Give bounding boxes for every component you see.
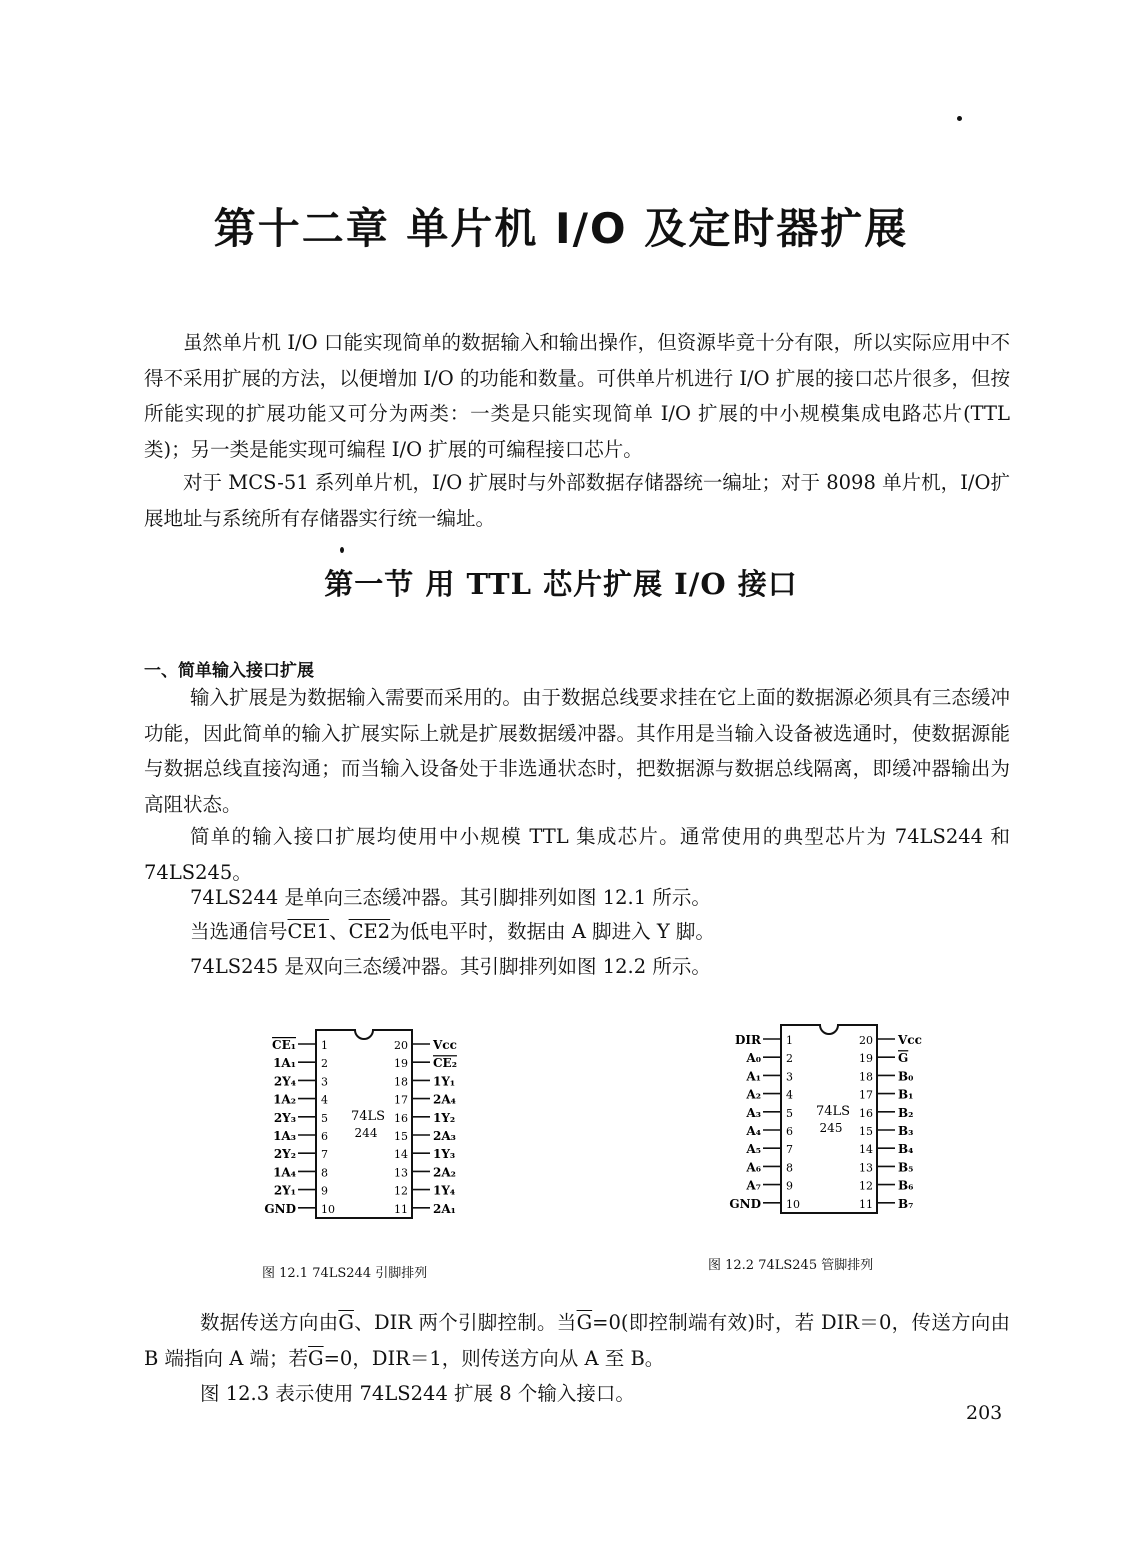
- fig1-pin-label: 1Y₃: [433, 1147, 456, 1162]
- section-title: 第一节 用 TTL 芯片扩展 I/O 接口: [324, 567, 798, 601]
- fig2-chip-number: 245: [819, 1121, 843, 1135]
- fig2-pin-label: B₇: [898, 1196, 914, 1211]
- body-paragraph-4-post: 为低电平时，数据由 A 脚进入 Y 脚。: [390, 920, 715, 943]
- fig2-pin-number: 1: [786, 1034, 793, 1047]
- fig2-pin-number: 8: [786, 1161, 793, 1175]
- fig1-pin-number: 17: [394, 1093, 408, 1107]
- fig2-pin-label: A₇: [746, 1178, 761, 1193]
- fig2-pin-number: 16: [859, 1106, 873, 1120]
- body-paragraph-4-sep: 、: [329, 920, 349, 943]
- fig2-pin-number: 5: [786, 1106, 793, 1120]
- fig2-pin-label: A₀: [746, 1051, 761, 1066]
- fig1-pin-label: 2Y₃: [273, 1110, 296, 1125]
- fig1-pin-number: 16: [394, 1111, 408, 1125]
- fig1-pin-label: CE₁: [272, 1038, 296, 1052]
- fig2-pin-label: B₄: [898, 1142, 914, 1157]
- body-paragraph-6-d: =0，DIR＝1，则传送方向从 A 至 B。: [323, 1346, 665, 1370]
- fig2-pin-number: 13: [859, 1161, 873, 1175]
- fig2-pin-number: 4: [786, 1088, 793, 1102]
- fig2-pin-label: GND: [729, 1196, 761, 1211]
- fig2-pin-label: B₅: [898, 1160, 914, 1175]
- fig1-pin-label: 2A₄: [433, 1092, 456, 1107]
- fig2-pin-number: 6: [786, 1125, 793, 1138]
- fig2-pin-number: 19: [859, 1052, 873, 1066]
- fig1-pin-number: 13: [394, 1166, 408, 1180]
- fig1-pin-number: 10: [321, 1202, 335, 1216]
- figure-74ls245-diagram: [715, 1015, 945, 1235]
- fig2-pin-label: A₁: [746, 1069, 761, 1084]
- fig1-pin-number: 9: [321, 1184, 328, 1198]
- body-paragraph-4: [144, 914, 1010, 950]
- fig1-pin-label: CE₂: [433, 1056, 457, 1071]
- fig2-pin-number: 3: [786, 1070, 793, 1084]
- fig2-pin-number: 15: [859, 1125, 873, 1138]
- fig1-pin-number: 15: [394, 1130, 408, 1143]
- fig1-pin-label: 1Y₁: [433, 1074, 456, 1089]
- fig2-pin-number: 20: [859, 1034, 873, 1047]
- body-paragraph-6-c: =0(即控制端有效)时，若 DIR＝0，传送方向由 B 端指向 A 端；若: [144, 1311, 1010, 1370]
- fig2-pin-label: A₃: [746, 1105, 761, 1120]
- fig2-chip-name: 74LS: [815, 1104, 851, 1119]
- fig2-pin-number: 7: [786, 1143, 793, 1157]
- fig1-pin-number: 11: [394, 1202, 408, 1216]
- fig2-pin-label: A₆: [746, 1160, 761, 1175]
- fig1-pin-label: 1A₂: [273, 1092, 296, 1107]
- scan-speck: [340, 547, 344, 553]
- figure-74ls244: [250, 1020, 480, 1244]
- fig2-pin-label: A₂: [746, 1087, 761, 1102]
- body-paragraph-7: 图 12.3 表示使用 74LS244 扩展 8 个输入接口。: [200, 1382, 635, 1405]
- body-paragraph-6-a: 数据传送方向由: [200, 1311, 339, 1334]
- chapter-title: 第十二章 单片机 I/O 及定时器扩展: [213, 204, 909, 253]
- body-paragraph-3: 74LS244 是单向三态缓冲器。其引脚排列如图 12.1 所示。: [190, 886, 711, 909]
- scan-speck: [957, 116, 962, 121]
- fig1-pin-label: 1Y₂: [433, 1110, 456, 1125]
- fig1-pin-number: 18: [394, 1075, 408, 1089]
- figure-74ls245-caption: 图 12.2 74LS245 管脚排列: [708, 1258, 874, 1273]
- body-paragraph-6: [144, 1305, 1010, 1376]
- fig1-pin-label: 1A₃: [273, 1129, 296, 1143]
- fig1-pin-number: 12: [394, 1184, 408, 1198]
- ce2-signal: CE2: [348, 920, 391, 943]
- fig1-pin-label: 2A₃: [433, 1129, 456, 1143]
- intro-paragraph-1: 虽然单片机 I/O 口能实现简单的数据输入和输出操作，但资源毕竟十分有限，所以实际应用中不得不采用扩展的方法，以便增加 I/O 的功能和数量。可供单片机进行 I/O 扩展的接口芯片很多，但按所能实现的扩展功能又可分为两类：一类是只能实现简单 I/O 扩展的中小规模集成电路芯片(TTL 类)；另一类是能实现可编程 I/O 扩展的可编程接口芯片。: [144, 331, 1010, 461]
- fig1-pin-label: 2Y₂: [273, 1147, 296, 1162]
- fig2-pin-label: B₆: [898, 1178, 914, 1193]
- fig2-pin-number: 2: [786, 1052, 793, 1066]
- fig1-pin-number: 8: [321, 1166, 328, 1180]
- fig1-pin-number: 3: [321, 1075, 328, 1089]
- fig2-pin-label: B₀: [898, 1069, 914, 1084]
- fig2-pin-label: B₂: [898, 1105, 914, 1120]
- g-signal-2: $\overline{G}$: [576, 1311, 593, 1334]
- page-number: 203: [966, 1402, 1003, 1424]
- body-paragraph-5: 74LS245 是双向三态缓冲器。其引脚排列如图 12.2 所示。: [190, 955, 711, 978]
- fig1-pin-number: 20: [394, 1039, 408, 1052]
- fig2-pin-number: 10: [786, 1197, 800, 1211]
- fig1-pin-label: Vcc: [433, 1038, 457, 1052]
- figure-74ls245: [715, 1015, 945, 1239]
- fig2-pin-number: 9: [786, 1179, 793, 1193]
- fig2-pin-number: 18: [859, 1070, 873, 1084]
- fig1-pin-number: 7: [321, 1148, 328, 1162]
- g-signal-3: $\overline{G}$: [308, 1346, 324, 1370]
- fig1-pin-label: 2A₁: [433, 1201, 456, 1216]
- fig1-pin-number: 1: [321, 1039, 328, 1052]
- body-paragraph-4-pre: 当选通信号: [190, 920, 288, 943]
- body-paragraph-6-b: 、DIR 两个引脚控制。当: [353, 1311, 577, 1334]
- body-paragraph-2: 简单的输入接口扩展均使用中小规模 TTL 集成芯片。通常使用的典型芯片为 74LS244 和 74LS245。: [144, 825, 1010, 884]
- fig1-chip-number: 244: [354, 1126, 378, 1140]
- fig1-pin-label: 1A₄: [273, 1165, 296, 1180]
- fig1-pin-number: 4: [321, 1093, 328, 1107]
- figure-74ls244-caption: 图 12.1 74LS244 引脚排列: [262, 1266, 428, 1281]
- ce1-signal: CE1: [287, 920, 330, 943]
- fig1-chip-name: 74LS: [350, 1109, 386, 1124]
- fig2-pin-number: 17: [859, 1088, 873, 1102]
- fig1-pin-label: 2A₂: [433, 1165, 456, 1180]
- fig2-pin-label: A₅: [746, 1142, 761, 1157]
- fig2-pin-label: A₄: [746, 1124, 761, 1138]
- intro-paragraph-2: 对于 MCS-51 系列单片机，I/O 扩展时与外部数据存储器统一编址；对于 8098 单片机，I/O扩展地址与系统所有存储器实行统一编址。: [144, 471, 1010, 530]
- fig1-pin-number: 19: [394, 1057, 408, 1071]
- fig2-pin-label: Vcc: [898, 1033, 922, 1047]
- fig1-pin-number: 2: [321, 1057, 328, 1071]
- subsection-title: 一、简单输入接口扩展: [144, 661, 314, 681]
- fig1-pin-label: 2Y₄: [273, 1074, 296, 1089]
- body-paragraph-1: 输入扩展是为数据输入需要而采用的。由于数据总线要求挂在它上面的数据源必须具有三态缓冲功能，因此简单的输入扩展实际上就是扩展数据缓冲器。其作用是当输入设备被选通时，使数据源能与数据总线直接沟通；而当输入设备处于非选通状态时，把数据源与数据总线隔离，即缓冲器输出为高阻状态。: [144, 686, 1010, 816]
- g-signal-1: $\overline{G}$: [338, 1311, 354, 1334]
- fig2-pin-label: B₃: [898, 1124, 914, 1138]
- fig1-pin-label: 1Y₄: [433, 1183, 456, 1198]
- fig2-pin-label: G: [898, 1051, 909, 1066]
- fig1-pin-number: 6: [321, 1130, 328, 1143]
- fig2-pin-number: 11: [859, 1197, 873, 1211]
- fig1-pin-label: GND: [264, 1201, 296, 1216]
- fig1-pin-label: 1A₁: [273, 1056, 296, 1071]
- fig2-pin-label: DIR: [735, 1033, 761, 1047]
- fig2-pin-label: B₁: [898, 1087, 914, 1102]
- fig1-pin-number: 5: [321, 1111, 328, 1125]
- fig1-pin-label: 2Y₁: [273, 1183, 296, 1198]
- figure-74ls244-diagram: [250, 1020, 480, 1240]
- fig1-pin-number: 14: [394, 1148, 408, 1162]
- fig2-pin-number: 14: [859, 1143, 873, 1157]
- fig2-pin-number: 12: [859, 1179, 873, 1193]
